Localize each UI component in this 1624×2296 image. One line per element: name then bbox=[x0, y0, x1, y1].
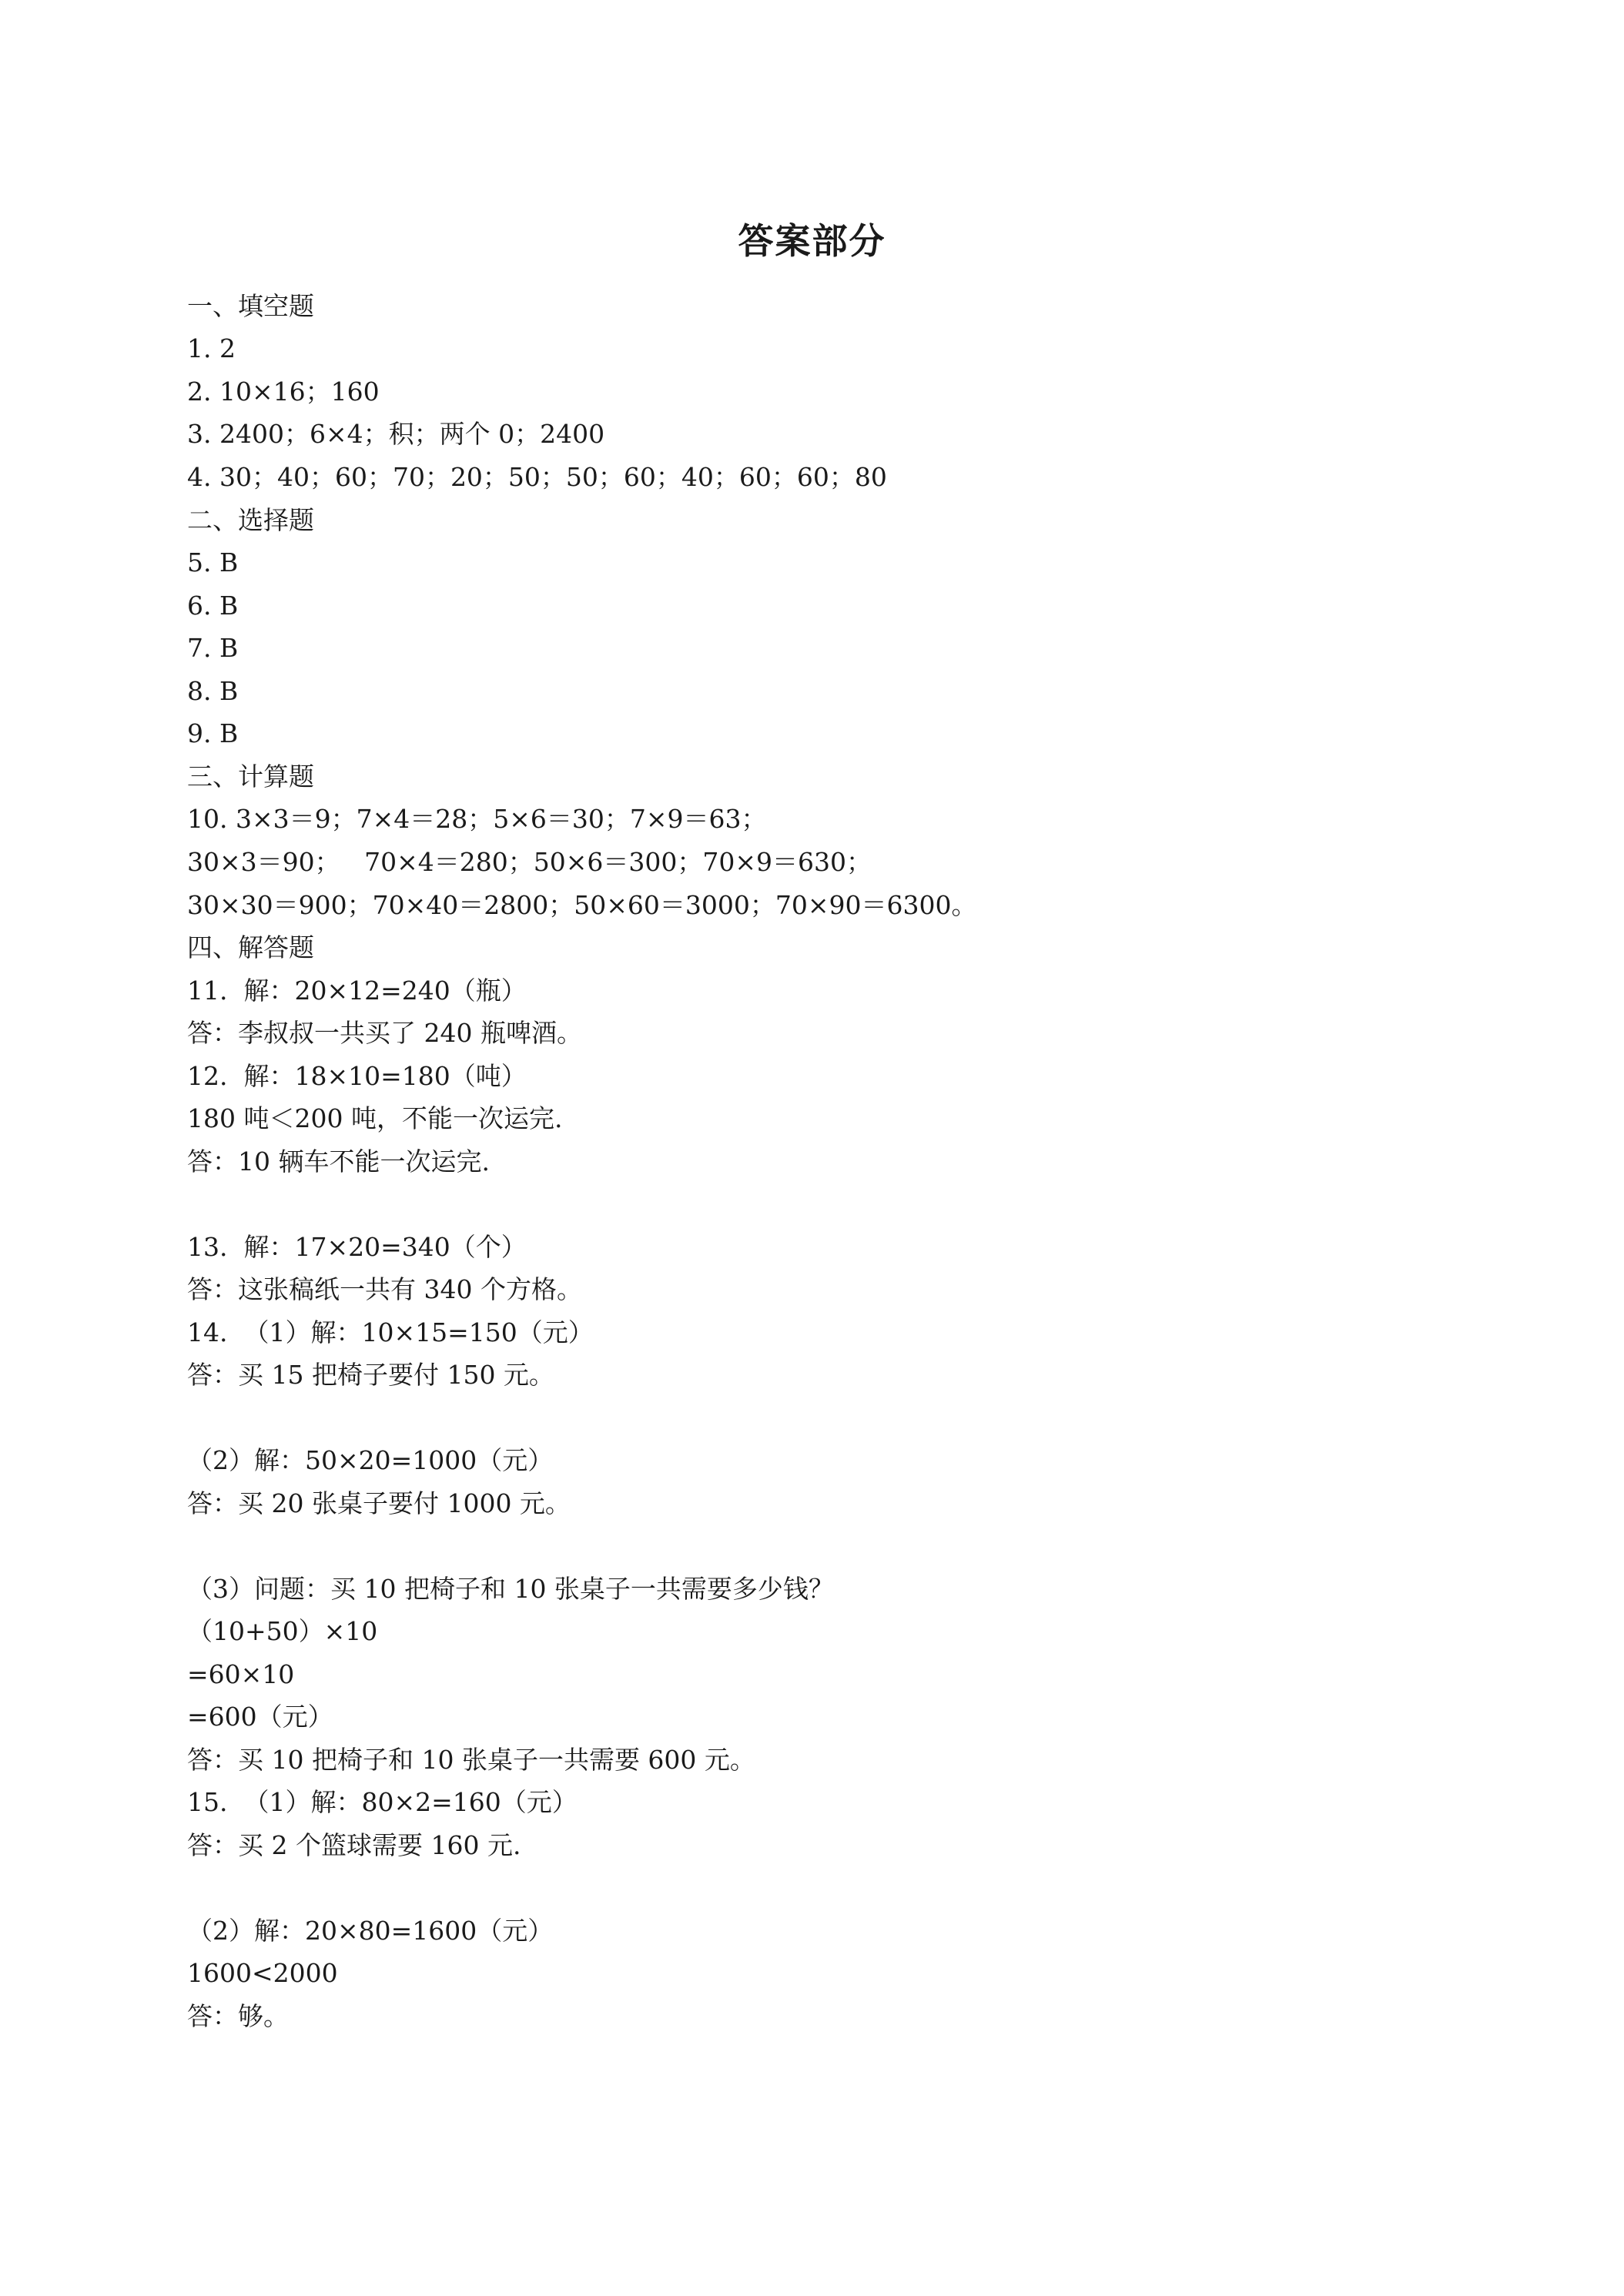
answer-line: 180 吨＜200 吨，不能一次运完. bbox=[187, 1103, 563, 1133]
answer-line: 答：买 20 张桌子要付 1000 元。 bbox=[187, 1488, 571, 1518]
answer-line: 答：这张稿纸一共有 340 个方格。 bbox=[187, 1274, 582, 1304]
answer-line: 11. 解：20×12=240（瓶） bbox=[187, 976, 527, 1006]
answer-line: 14. （1）解：10×15=150（元） bbox=[187, 1317, 594, 1347]
answer-line: 6. B bbox=[187, 591, 239, 621]
answer-line: 13. 解：17×20=340（个） bbox=[187, 1232, 527, 1262]
answer-line: 答：10 辆车不能一次运完. bbox=[187, 1146, 490, 1176]
answer-line: 1600<2000 bbox=[187, 1958, 338, 1988]
answer-line: 一、填空题 bbox=[187, 291, 314, 321]
answer-line: 1. 2 bbox=[187, 333, 236, 363]
answer-line: 8. B bbox=[187, 676, 239, 706]
answer-line: 二、选择题 bbox=[187, 505, 314, 535]
answer-line: 30×3＝90； 70×4＝280；50×6＝300；70×9＝630； bbox=[187, 847, 872, 877]
answer-line: 9. B bbox=[187, 718, 239, 748]
answer-line: 答：够。 bbox=[187, 2001, 289, 2031]
page-title: 答案部分 bbox=[738, 220, 886, 262]
answer-line: （3）问题：买 10 把椅子和 10 张桌子一共需要多少钱？ bbox=[187, 1574, 834, 1604]
answer-line: =60×10 bbox=[187, 1659, 295, 1689]
answer-line: 10. 3×3＝9；7×4＝28；5×6＝30；7×9＝63； bbox=[187, 804, 767, 834]
answer-line: 7. B bbox=[187, 633, 239, 663]
answer-line: 答：买 15 把椅子要付 150 元。 bbox=[187, 1360, 554, 1390]
answer-line: 12. 解：18×10=180（吨） bbox=[187, 1061, 527, 1091]
answer-line: 答：买 10 把椅子和 10 张桌子一共需要 600 元。 bbox=[187, 1745, 755, 1775]
answer-line: 4. 30；40；60；70；20；50；50；60；40；60；60；80 bbox=[187, 462, 887, 492]
answer-line: 30×30＝900；70×40＝2800；50×60＝3000；70×90＝6300。 bbox=[187, 890, 977, 920]
answer-line: 15. （1）解：80×2=160（元） bbox=[187, 1787, 578, 1817]
answer-line: 3. 2400；6×4；积；两个 0；2400 bbox=[187, 419, 605, 449]
answer-line: 2. 10×16；160 bbox=[187, 377, 380, 407]
answer-line: 答：李叔叔一共买了 240 瓶啤酒。 bbox=[187, 1018, 582, 1048]
answer-line: （2）解：20×80=1600（元） bbox=[187, 1916, 554, 1946]
answer-line: （10+50）×10 bbox=[187, 1616, 378, 1646]
answer-line: 四、解答题 bbox=[187, 932, 314, 962]
answer-line: =600（元） bbox=[187, 1702, 333, 1732]
answer-line: （2）解：50×20=1000（元） bbox=[187, 1445, 554, 1475]
answer-line: 5. B bbox=[187, 547, 239, 577]
answer-line: 答：买 2 个篮球需要 160 元. bbox=[187, 1830, 521, 1860]
answer-line: 三、计算题 bbox=[187, 761, 314, 792]
